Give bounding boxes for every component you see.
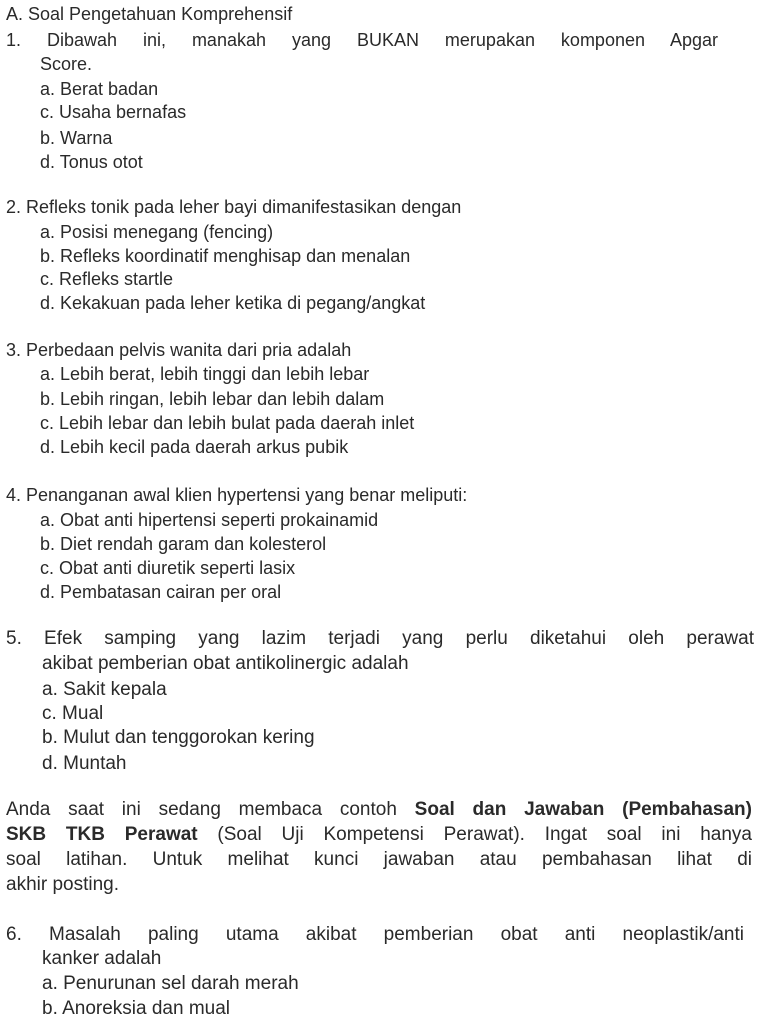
section-title: A. Soal Pengetahuan Komprehensif xyxy=(6,4,293,24)
question-4-option: a. Obat anti hipertensi seperti prokainamid xyxy=(40,510,379,530)
question-3-option: c. Lebih lebar dan lebih bulat pada daerah inlet xyxy=(40,413,415,433)
question-2-option: a. Posisi menegang (fencing) xyxy=(40,222,274,242)
question-6-text: 6. Masalah paling utama akibat pemberian obat anti neoplastik/anti xyxy=(6,924,744,945)
question-6-text-cont: kanker adalah xyxy=(42,948,162,969)
question-4-option: c. Obat anti diuretik seperti lasix xyxy=(40,558,296,578)
intro-paragraph xyxy=(6,799,752,899)
intro-text: Anda saat ini sedang membaca contoh xyxy=(6,799,415,820)
question-6-option: b. Anoreksia dan mual xyxy=(42,998,231,1019)
question-1-option: d. Tonus otot xyxy=(40,152,143,172)
question-2-option: b. Refleks koordinatif menghisap dan menalan xyxy=(40,246,411,266)
question-2-option: d. Kekakuan pada leher ketika di pegang/angkat xyxy=(40,293,426,313)
question-1-text-cont: Score. xyxy=(40,54,93,74)
question-4-option: b. Diet rendah garam dan kolesterol xyxy=(40,534,327,554)
intro-text: (Soal Uji Kompetensi Perawat). Ingat soal ini hanya xyxy=(197,824,752,845)
question-4-text: 4. Penanganan awal klien hypertensi yang benar meliputi: xyxy=(6,485,468,505)
question-5-option: d. Muntah xyxy=(42,753,127,774)
intro-line: soal latihan. Untuk melihat kunci jawaban atau pembahasan lihat di xyxy=(6,849,752,870)
question-1-option: a. Berat badan xyxy=(40,79,159,99)
question-3-option: b. Lebih ringan, lebih lebar dan lebih dalam xyxy=(40,389,385,409)
question-5-option: c. Mual xyxy=(42,703,104,724)
intro-bold-title: Soal dan Jawaban (Pembahasan) xyxy=(414,799,752,820)
question-3-option: d. Lebih kecil pada daerah arkus pubik xyxy=(40,437,349,457)
intro-line xyxy=(6,799,752,824)
intro-line xyxy=(6,824,752,849)
question-1-text: 1. Dibawah ini, manakah yang BUKAN merupakan komponen Apgar xyxy=(6,30,718,50)
question-2-text: 2. Refleks tonik pada leher bayi dimanifestasikan dengan xyxy=(6,197,462,217)
question-5-text-cont: akibat pemberian obat antikolinergic adalah xyxy=(42,653,409,674)
question-3-text: 3. Perbedaan pelvis wanita dari pria adalah xyxy=(6,340,352,360)
question-5-text: 5. Efek samping yang lazim terjadi yang perlu diketahui oleh perawat xyxy=(6,628,754,649)
question-5-option: b. Mulut dan tenggorokan kering xyxy=(42,727,315,748)
question-3-option: a. Lebih berat, lebih tinggi dan lebih lebar xyxy=(40,364,370,384)
question-6-option: a. Penurunan sel darah merah xyxy=(42,973,299,994)
question-5-option: a. Sakit kepala xyxy=(42,679,167,700)
intro-line: akhir posting. xyxy=(6,874,120,895)
question-2-option: c. Refleks startle xyxy=(40,269,174,289)
question-1-option: b. Warna xyxy=(40,128,113,148)
question-1-option: c. Usaha bernafas xyxy=(40,102,187,122)
question-4-option: d. Pembatasan cairan per oral xyxy=(40,582,282,602)
intro-bold-subtitle: SKB TKB Perawat xyxy=(6,824,198,845)
